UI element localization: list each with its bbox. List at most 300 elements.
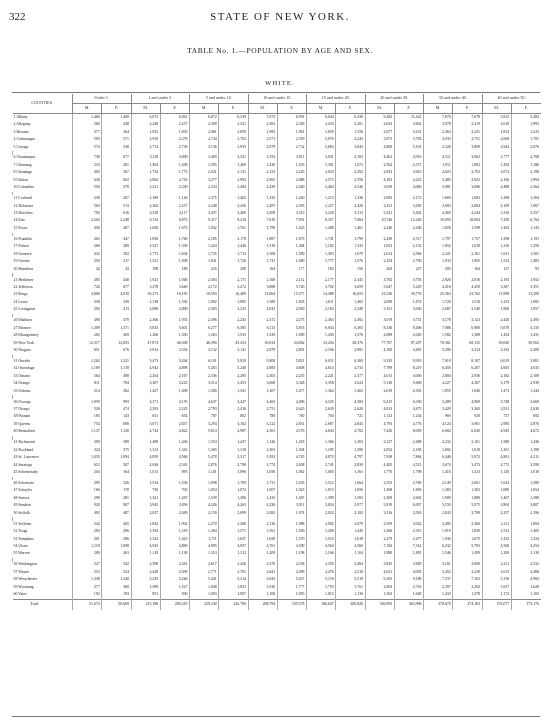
value-cell: 1,568	[365, 488, 394, 495]
value-cell: 4,635	[511, 366, 540, 373]
value-cell: 326	[102, 480, 131, 487]
table-row	[13, 406, 541, 413]
value-cell: 1,094	[102, 454, 131, 461]
county-name: Livingston	[18, 307, 36, 312]
value-cell: 3,086	[453, 184, 482, 191]
row-number: 56	[13, 562, 18, 567]
row-number: 55	[13, 551, 18, 556]
value-cell: 3,748	[482, 399, 511, 406]
value-cell: 3,351	[511, 284, 540, 291]
value-cell: 3,514	[190, 380, 219, 387]
value-cell: 10,050	[424, 218, 453, 225]
value-cell: 5,821	[277, 358, 306, 365]
value-cell: 4,987	[219, 429, 248, 436]
table-row	[13, 462, 541, 469]
value-cell: 1,781	[511, 136, 540, 143]
value-cell: 1,335	[248, 195, 277, 202]
value-cell: 413	[102, 307, 131, 314]
value-cell: 16,273	[131, 292, 160, 299]
row-number: 20	[13, 266, 18, 271]
value-cell: 3,807	[511, 503, 540, 510]
value-cell: 3,071	[131, 421, 160, 428]
value-cell: 3,328	[277, 380, 306, 387]
table-row	[13, 347, 541, 354]
value-cell: 1,101	[190, 469, 219, 476]
value-cell: 2,112	[277, 277, 306, 284]
value-cell: 969	[424, 414, 453, 421]
value-cell: 1,189	[131, 195, 160, 202]
value-cell: 2,420	[482, 317, 511, 324]
value-cell: 1,952	[511, 277, 540, 284]
value-cell: 4,475	[394, 406, 423, 413]
value-cell: 3,669	[511, 399, 540, 406]
value-cell: 1,056	[248, 469, 277, 476]
value-cell: 1,120	[102, 429, 131, 436]
row-number: 38	[13, 414, 18, 419]
value-cell: 2,332	[511, 562, 540, 569]
value-cell: 4,124	[424, 421, 453, 428]
value-cell: 1,741	[248, 258, 277, 265]
value-cell: 5,075	[453, 503, 482, 510]
value-cell: 7,938	[365, 454, 394, 461]
value-cell: 3,485	[424, 177, 453, 184]
total-label: Total	[30, 601, 39, 606]
value-cell: 463	[73, 236, 102, 243]
value-cell: 2,050	[219, 129, 248, 136]
value-cell: 851	[131, 591, 160, 599]
value-cell: 2,546	[336, 184, 365, 191]
value-cell: 1,267	[160, 495, 189, 502]
value-cell: 2,741	[307, 462, 336, 469]
row-number: 60	[13, 592, 18, 597]
table-row	[13, 569, 541, 576]
female-column-header: F.	[277, 104, 306, 114]
value-cell: 5,478	[190, 454, 219, 461]
value-cell: 2,285	[219, 373, 248, 380]
value-cell: 2,270	[190, 521, 219, 528]
value-cell: 13,309	[511, 292, 540, 299]
row-number: 57	[13, 569, 18, 574]
row-number: 37	[13, 407, 18, 412]
row-number: 3	[13, 129, 16, 134]
value-cell: 1,336	[336, 195, 365, 202]
value-cell: 2,439	[248, 184, 277, 191]
value-cell: 3,278	[131, 284, 160, 291]
county-cell	[13, 429, 73, 436]
row-number: 54	[13, 543, 18, 548]
table-row	[13, 562, 541, 569]
value-cell: 2,366	[131, 317, 160, 324]
value-cell: 3,277	[190, 177, 219, 184]
value-cell: 802	[219, 414, 248, 421]
value-cell: 2,488	[394, 440, 423, 447]
value-cell: 3,192	[248, 155, 277, 162]
value-cell: 6,040	[453, 429, 482, 436]
value-cell: 3,315	[277, 210, 306, 217]
value-cell: 1,510	[307, 536, 336, 543]
row-number: 49	[13, 503, 18, 508]
value-cell: 1,394	[131, 528, 160, 535]
value-cell: 5,043	[248, 576, 277, 583]
value-cell: 1,664	[336, 480, 365, 487]
row-number: 30	[13, 347, 18, 352]
value-cell: 2,237	[160, 203, 189, 210]
value-cell: 2,396	[190, 317, 219, 324]
value-cell: 2,309	[511, 347, 540, 354]
value-cell: 5,678	[482, 325, 511, 332]
value-cell: 1,611	[307, 299, 336, 306]
value-cell: 2,497	[248, 203, 277, 210]
value-cell: 1,628	[511, 584, 540, 591]
county-cell	[13, 576, 73, 583]
male-column-header: M.	[482, 104, 511, 114]
value-cell: 193	[102, 591, 131, 599]
table-row	[13, 373, 541, 380]
county-name: Rockland	[18, 447, 34, 452]
value-cell: 3,624	[336, 380, 365, 387]
value-cell: 4,942	[131, 366, 160, 373]
total-value-cell: 186,647	[307, 599, 336, 610]
value-cell: 46,390	[190, 340, 219, 347]
female-column-header: F.	[102, 104, 131, 114]
value-cell: 1,263	[190, 332, 219, 339]
value-cell: 4,463	[248, 399, 277, 406]
value-cell: 1,556	[336, 129, 365, 136]
table-row	[13, 340, 541, 347]
value-cell: 4,271	[131, 399, 160, 406]
value-cell: 571	[102, 136, 131, 143]
value-cell: 34,062	[277, 340, 306, 347]
value-cell: 8,107	[453, 358, 482, 365]
value-cell: 4,890	[160, 543, 189, 550]
value-cell: 651	[73, 347, 102, 354]
county-name: Chemung	[16, 162, 32, 167]
value-cell: 780	[248, 414, 277, 421]
value-cell: 3,314	[453, 347, 482, 354]
value-cell: 42	[73, 266, 102, 273]
value-cell: 1,673	[160, 225, 189, 232]
value-cell: 2,879	[248, 144, 277, 151]
value-cell: 4,481	[394, 347, 423, 354]
value-cell: 3,702	[307, 284, 336, 291]
county-name: Schoharie	[18, 480, 34, 485]
value-cell: 1,709	[219, 480, 248, 487]
county-name: Fulton	[18, 244, 29, 249]
value-cell: 1,399	[307, 495, 336, 502]
value-cell: 1,813	[482, 129, 511, 136]
table-row	[13, 399, 541, 406]
value-cell: 4,172	[190, 284, 219, 291]
value-cell: 6,446	[424, 454, 453, 461]
value-cell: 2,683	[307, 144, 336, 151]
value-cell: 2,363	[307, 317, 336, 324]
value-cell: 2,248	[131, 121, 160, 128]
value-cell: 2,743	[160, 177, 189, 184]
value-cell: 5,246	[219, 366, 248, 373]
value-cell: 1,690	[277, 332, 306, 339]
value-cell: 2,177	[307, 277, 336, 284]
value-cell: 1,262	[73, 358, 102, 365]
value-cell: 4,564	[307, 543, 336, 550]
value-cell: 4,244	[453, 210, 482, 217]
value-cell: 407	[102, 225, 131, 232]
value-cell: 1,580	[190, 388, 219, 395]
value-cell: 11,422	[394, 114, 423, 122]
value-cell: 2,089	[131, 307, 160, 314]
male-column-header: M.	[131, 104, 160, 114]
value-cell: 593	[73, 136, 102, 143]
value-cell: 6,303	[336, 325, 365, 332]
value-cell: 2,843	[424, 510, 453, 517]
table-row	[13, 551, 541, 558]
county-name: New York	[18, 340, 35, 345]
county-cell	[13, 136, 73, 143]
value-cell: 2,732	[277, 144, 306, 151]
value-cell: 93	[511, 266, 540, 273]
row-number: 24	[13, 299, 18, 304]
value-cell: 3,450	[394, 203, 423, 210]
row-number: 6	[13, 155, 16, 160]
value-cell: 3,230	[453, 569, 482, 576]
value-cell: 6,061	[160, 114, 189, 122]
value-cell: 2,083	[365, 195, 394, 202]
value-cell: 2,814	[131, 347, 160, 354]
value-cell: 13,064	[248, 292, 277, 299]
value-cell: 2,404	[307, 184, 336, 191]
table-row	[13, 129, 541, 136]
value-cell: 542	[102, 562, 131, 569]
county-name: Yates	[18, 592, 27, 597]
value-cell: 4,036	[394, 373, 423, 380]
value-cell: 2,336	[307, 347, 336, 354]
value-cell: 2,076	[307, 136, 336, 143]
table-row	[13, 366, 541, 373]
value-cell: 2,888	[277, 177, 306, 184]
value-cell: 2,109	[482, 203, 511, 210]
value-cell: 2,619	[365, 388, 394, 395]
value-cell: 2,638	[277, 462, 306, 469]
value-cell: 2,398	[131, 562, 160, 569]
value-cell: 3,420	[424, 406, 453, 413]
value-cell: 2,111	[482, 521, 511, 528]
county-cell	[13, 469, 73, 476]
total-value-cell: 226,769	[219, 599, 248, 610]
value-cell: 1,130	[511, 551, 540, 558]
table-row	[13, 358, 541, 365]
value-cell: 1,383	[307, 251, 336, 258]
value-cell: 676	[102, 347, 131, 354]
value-cell: 1,530	[160, 299, 189, 306]
value-cell: 3,452	[424, 569, 453, 576]
value-cell: 2,780	[453, 510, 482, 517]
county-cell	[13, 266, 73, 273]
county-cell	[13, 503, 73, 510]
county-name: Oswego	[18, 399, 32, 404]
value-cell: 12,003	[102, 340, 131, 347]
value-cell: 574	[73, 144, 102, 151]
value-cell: 2,476	[307, 569, 336, 576]
value-cell: 1,461	[336, 225, 365, 232]
value-cell: 1,967	[511, 203, 540, 210]
value-cell: 2,419	[453, 121, 482, 128]
value-cell: 1,400	[102, 114, 131, 122]
value-cell: 465	[102, 521, 131, 528]
row-number: 21	[13, 277, 18, 282]
value-cell: 189	[160, 266, 189, 273]
value-cell: 6,113	[248, 325, 277, 332]
value-cell: 2,760	[394, 480, 423, 487]
value-cell: 1,130	[336, 591, 365, 599]
county-name: St. Lawrence	[18, 455, 39, 460]
value-cell: 2,010	[482, 121, 511, 128]
value-cell: 4,021	[365, 569, 394, 576]
value-cell: 2,553	[365, 480, 394, 487]
value-cell: 474	[102, 406, 131, 413]
value-cell: 1,514	[482, 258, 511, 265]
value-cell: 4,566	[160, 454, 189, 461]
value-cell: 4,872	[307, 454, 336, 461]
value-cell: 1,378	[453, 591, 482, 599]
value-cell: 2,541	[160, 462, 189, 469]
value-cell: 286	[102, 536, 131, 543]
value-cell: 1,388	[511, 495, 540, 502]
value-cell: 1,118	[73, 543, 102, 550]
value-cell: 2,816	[453, 277, 482, 284]
value-cell: 12,226	[394, 218, 423, 225]
value-cell: 563	[73, 203, 102, 210]
county-cell	[13, 292, 73, 299]
value-cell: 4,223	[394, 177, 423, 184]
value-cell: 3,161	[394, 129, 423, 136]
value-cell: 6,704	[511, 218, 540, 225]
value-cell: 3,257	[511, 210, 540, 217]
value-cell: 4,590	[277, 543, 306, 550]
value-cell: 2,411	[482, 562, 511, 569]
row-number: 5	[13, 144, 16, 149]
value-cell: 2,106	[482, 177, 511, 184]
value-cell: 447	[102, 236, 131, 243]
table-row	[13, 162, 541, 169]
value-cell: 1,835	[160, 129, 189, 136]
value-cell: 6,073	[131, 114, 160, 122]
value-cell: 1,375	[190, 195, 219, 202]
total-value-cell: 336,993	[365, 599, 394, 610]
row-number: 59	[13, 584, 18, 589]
value-cell: 36,033	[248, 340, 277, 347]
value-cell: 1,433	[424, 591, 453, 599]
value-cell: 550	[73, 184, 102, 191]
value-cell: 3,081	[424, 184, 453, 191]
value-cell: 1,777	[307, 258, 336, 265]
value-cell: 1,007	[248, 488, 277, 495]
value-cell: 4,806	[73, 292, 102, 299]
male-column-header: M.	[424, 104, 453, 114]
value-cell: 2,492	[336, 317, 365, 324]
value-cell: 1,221	[102, 358, 131, 365]
value-cell: 993	[102, 399, 131, 406]
value-cell: 1,499	[453, 551, 482, 558]
row-number: 40	[13, 429, 18, 434]
value-cell: 1,988	[277, 521, 306, 528]
value-cell: 13,998	[482, 292, 511, 299]
value-cell: 1,603	[277, 299, 306, 306]
row-number: 19	[13, 259, 18, 264]
value-cell: 7,864	[394, 454, 423, 461]
table-row	[13, 121, 541, 128]
value-cell: 2,910	[131, 136, 160, 143]
value-cell: 4,560	[336, 543, 365, 550]
county-cell	[13, 562, 73, 569]
value-cell: 1,432	[482, 536, 511, 543]
value-cell: 4,797	[336, 454, 365, 461]
value-cell: 2,237	[160, 121, 189, 128]
county-name: Columbia	[18, 185, 34, 190]
value-cell: 390	[73, 440, 102, 447]
row-number: 39	[13, 421, 18, 426]
value-cell: 2,099	[219, 510, 248, 517]
table-row	[13, 591, 541, 599]
value-cell: 2,193	[482, 277, 511, 284]
value-cell: 7,619	[248, 218, 277, 225]
value-cell: 377	[73, 129, 102, 136]
value-cell: 1,321	[131, 495, 160, 502]
value-cell: 5,808	[248, 358, 277, 365]
value-cell: 7,420	[365, 429, 394, 436]
value-cell: 5,246	[160, 576, 189, 583]
value-cell: 2,804	[424, 373, 453, 380]
value-cell: 2,204	[131, 373, 160, 380]
value-cell: 2,774	[248, 462, 277, 469]
value-cell: 2,167	[160, 373, 189, 380]
county-cell	[13, 347, 73, 354]
value-cell: 4,608	[277, 366, 306, 373]
value-cell: 1,213	[307, 195, 336, 202]
value-cell: 2,182	[336, 510, 365, 517]
county-cell	[13, 195, 73, 202]
value-cell: 4,469	[424, 210, 453, 217]
value-cell: 4,100	[365, 347, 394, 354]
county-cell	[13, 325, 73, 332]
value-cell: 2,590	[511, 462, 540, 469]
value-cell: 4,227	[424, 380, 453, 387]
value-cell: 1,673	[336, 162, 365, 169]
value-cell: 1,123	[365, 414, 394, 421]
value-cell: 9,317	[190, 218, 219, 225]
value-cell: 3,829	[394, 562, 423, 569]
value-cell: 2,615	[482, 569, 511, 576]
county-name: Orange	[18, 381, 30, 386]
value-cell: 4,883	[248, 366, 277, 373]
value-cell: 548	[102, 144, 131, 151]
county-cell	[13, 421, 73, 428]
row-number: 44	[13, 462, 18, 467]
value-cell: 2,985	[482, 421, 511, 428]
value-cell: 7,789	[365, 366, 394, 373]
county-name: Chautauqua	[16, 155, 36, 160]
value-cell: 127	[482, 266, 511, 273]
value-cell: 2,751	[248, 406, 277, 413]
county-name: Schenectady	[18, 470, 39, 475]
value-cell: 3,703	[394, 277, 423, 284]
value-cell: 1,506	[277, 528, 306, 535]
value-cell: 2,571	[248, 136, 277, 143]
value-cell: 2,345	[336, 277, 365, 284]
value-cell: 2,798	[219, 462, 248, 469]
value-cell: 4,957	[219, 543, 248, 550]
county-cell	[13, 440, 73, 447]
value-cell: 9,210	[219, 218, 248, 225]
value-cell: 2,068	[482, 136, 511, 143]
